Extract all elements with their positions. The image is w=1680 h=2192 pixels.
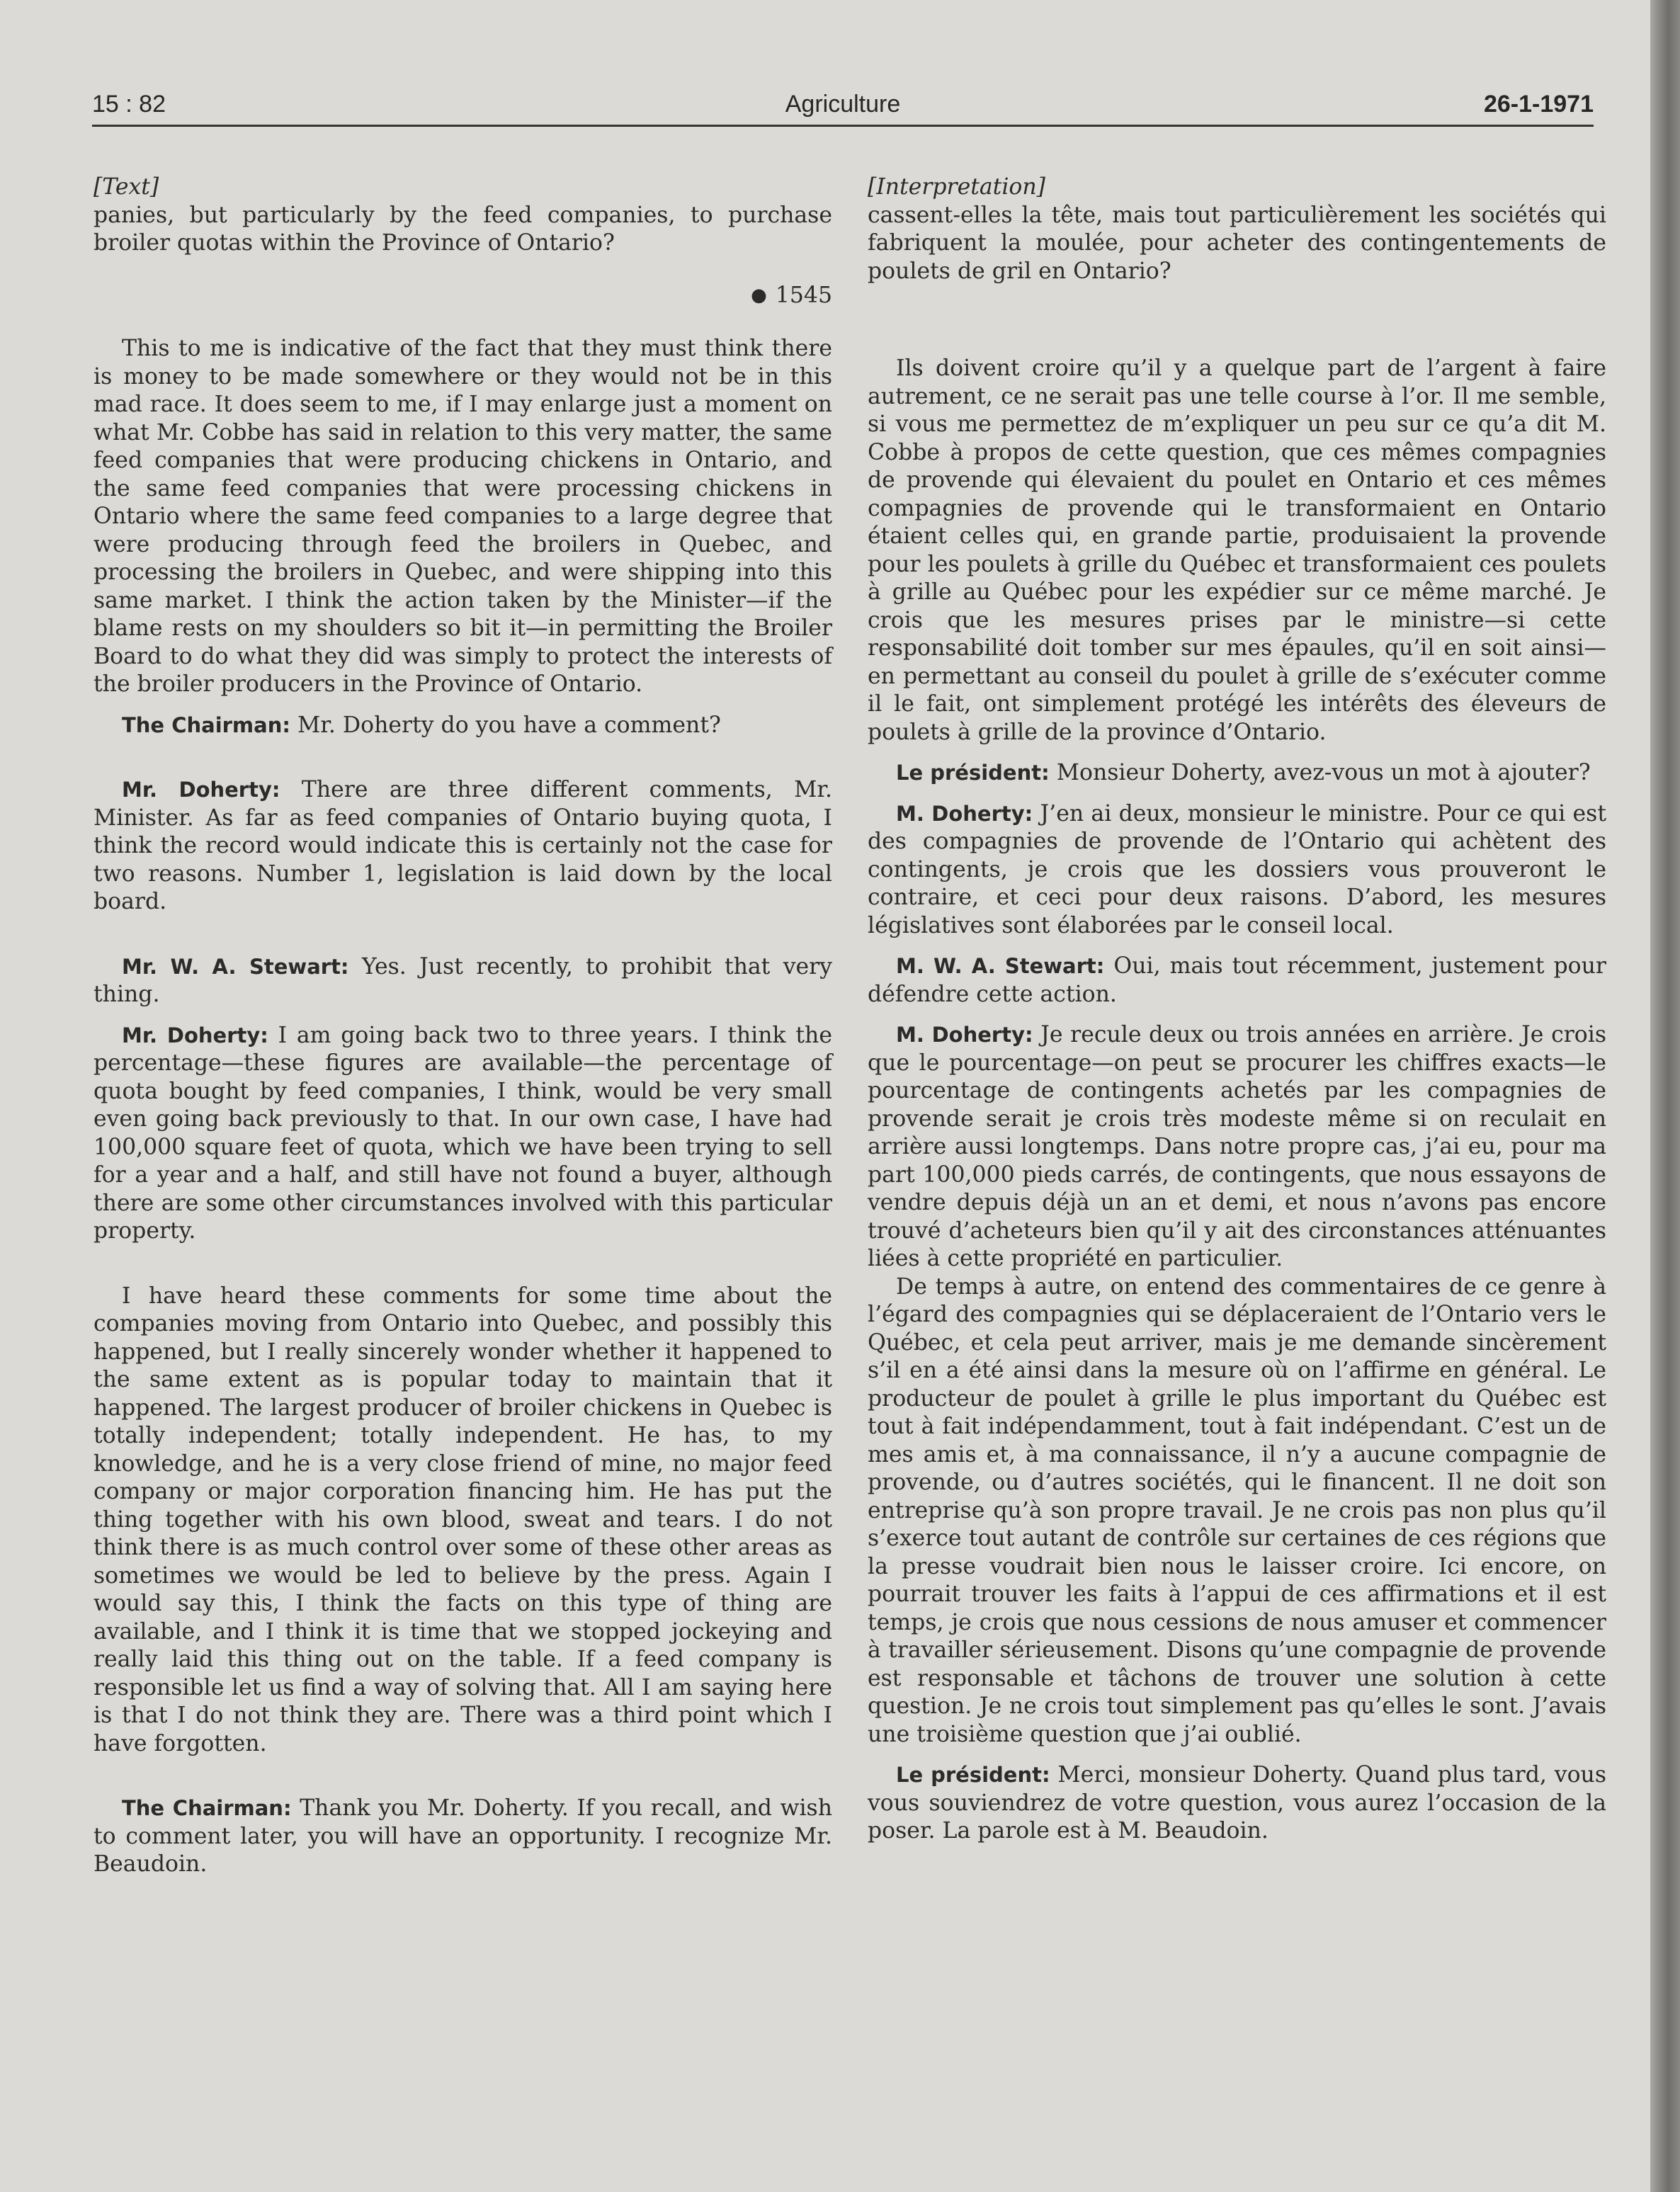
speech-text: Oui, mais tout récemment, justement pour défendre cette action. [868, 953, 1606, 1007]
speaker-paragraph [868, 759, 1606, 788]
speaker-paragraph [93, 776, 832, 916]
english-column [93, 174, 832, 1879]
speech-text: I am going back two to three years. I think the percentage—these figures are available—the percentage of quota bought by feed companies, I think, would be very small even going back previously to that. In our own case, I have had 100,000 square feet of quota, which we have been trying to sell for a year and a half, and still have not found a buyer, although there are some other circumstances involved with this particular property. [93, 1022, 832, 1244]
speaker-paragraph [868, 953, 1606, 1009]
speech-text: J’en ai deux, monsieur le ministre. Pour ce qui est des compagnies de provende de l’Ontario qui achètent des contingents, je crois que les dossiers vous prouveront le contraire, et ceci pour deux raisons. D’abord, les mesures législatives sont élaborées par le conseil local. [868, 800, 1606, 938]
paragraph: I have heard these comments for some time about the companies moving from Ontario into Quebec, and possibly this happened, but I really sincerely wonder whether it happened to the same extent as is popular today to maintain that it happened. The largest producer of broiler chickens in Quebec is totally independent; totally independent. He has, to my knowledge, and he is a very close friend of mine, no major feed company or major corporation financing him. He has put the thing together with his own blood, sweat and tears. I do not think there is as much control over some of these other areas as sometimes we would be led to believe by the press. Again I would say this, I think the facts on this type of thing are available, and I think it is time that we stopped jockeying and really laid this thing out on the table. If a feed company is responsible let us find a way of solving that. All I am saying here is that I do not think they are. There was a third point which I have forgotten. [93, 1283, 832, 1756]
speaker-name: M. W. A. Stewart: [896, 954, 1105, 978]
page-number: 15 : 82 [92, 91, 166, 118]
speech-text: Mr. Doherty do you have a comment? [290, 712, 721, 738]
paragraph: Ils doivent croire qu’il y a quelque part de l’argent à faire autrement, ce ne serait pas une telle course à l’or. Il me semble, si vous me permettez de m’expliquer un peu sur ce qu’a dit M. Cobbe à propos de cette question, que ces mêmes compagnies de provende qui élevaient du poulet en Ontario et ces mêmes compagnies de provende qui le transformaient en Ontario étaient celles qui, en grande partie, produisaient la provende pour les poulets à grille du Québec et transformaient ces poulets à grille au Québec pour les expédier sur ce même marché. Je crois que les mesures prises par le ministre—si cette responsabilité doit tomber sur mes épaules, qu’il en soit ainsi—en permettant au conseil du poulet à grille de s’exécuter comme il le fait, ont simplement protégé les intérêts des éleveurs de poulets à grille de la province d’Ontario. [868, 356, 1606, 745]
speech-text: Merci, monsieur Doherty. Quand plus tard, vous vous souviendrez de votre question, vous aurez l’occasion de la poser. La parole est à M. Beaudoin. [868, 1762, 1606, 1844]
speaker-name: The Chairman: [122, 1796, 292, 1820]
speaker-paragraph [93, 1795, 832, 1879]
speaker-paragraph [868, 800, 1606, 941]
header-date: 26-1-1971 [1483, 91, 1594, 118]
page-header [92, 91, 1594, 126]
speaker-paragraph [93, 1022, 832, 1246]
running-title: Agriculture [785, 91, 901, 118]
speaker-name: Mr. Doherty: [122, 778, 280, 802]
speaker-paragraph [93, 712, 832, 740]
speech-text: Thank you Mr. Doherty. If you recall, and wish to comment later, you will have an opportunity. I recognize Mr. Beaudoin. [93, 1795, 833, 1877]
header-rule [92, 125, 1594, 127]
speech-text: Monsieur Doherty, avez-vous un mot à ajouter? [1049, 760, 1591, 785]
speech-text: Je recule deux ou trois années en arrière. Je crois que le pourcentage—on peut se procurer les chiffres exacts—le pourcentage de contingents achetés par les compagnies de provende serait je crois très modeste même si on reculait en arrière aussi longtemps. Dans notre propre cas, j’ai eu, pour ma part 100,000 pieds carrés, de contingents, que nous essayons de vendre depuis déjà un an et demi, et nous n’avons pas encore trouvé d’acheteurs bien qu’il y ait des circonstances atténuantes liées à cette propriété en particulier. [868, 1022, 1606, 1271]
paragraph: De temps à autre, on entend des commentaires de ce genre à l’égard des compagnies qui se déplaceraient de l’Ontario vers le Québec, et cela peut arriver, mais je me demande sincèrement s’il en a été ainsi dans la mesure où on l’affirme en général. Le producteur de poulet à grille le plus important du Québec est tout à fait indépendamment, tout à fait indépendant. C’est un de mes amis et, à ma connaissance, il n’y a aucune compagnie de provende, ou d’autres sociétés, qui le financent. Il ne doit son entreprise qu’à son propre travail. Je ne crois pas non plus qu’il s’exerce tout autant de contrôle sur certaines de ces régions que la presse voudrait bien nous le laisser croire. Ici encore, on pourrait trouver les faits à l’appui de ces affirmations et il est temps, je crois que nous cessions de nous amuser et commencer à travailler sérieusement. Disons qu’une compagnie de provende est responsable et tâchons de trouver une solution à cette question. Je ne crois tout simplement pas qu’elles le sont. J’avais une troisième question que j’ai oublié. [868, 1273, 1606, 1747]
page-edge-shadow [1650, 0, 1680, 2192]
french-column [868, 174, 1606, 1846]
speaker-name: M. Doherty: [896, 801, 1033, 826]
speaker-name: Le président: [896, 761, 1050, 785]
speaker-name: Mr. W. A. Stewart: [122, 954, 349, 979]
paragraph: panies, but particularly by the feed companies, to purchase broiler quotas within the Province of Ontario? [93, 202, 832, 256]
bullet-icon: ● [751, 284, 767, 306]
time-marker [93, 282, 832, 310]
paragraph: cassent-elles la tête, mais tout particulièrement les sociétés qui fabriquent la moulée, pour acheter des contingentements de poulets de gril en Ontario? [868, 202, 1606, 284]
speaker-paragraph [868, 1761, 1606, 1846]
speech-text: Yes. Just recently, to prohibit that very thing. [93, 953, 832, 1007]
language-tag: [Text] [93, 174, 159, 200]
speaker-name: The Chairman: [122, 712, 290, 737]
speaker-name: Le président: [896, 1763, 1050, 1787]
speaker-name: Mr. Doherty: [122, 1023, 268, 1047]
speaker-paragraph [93, 953, 832, 1009]
speaker-paragraph [868, 1021, 1606, 1273]
speech-text: There are three different comments, Mr. Minister. As far as feed companies of Ontario buying quota, I think the record would indicate this is certainly not the case for two reasons. Number 1, legislation is laid down by the local board. [93, 777, 832, 914]
speaker-name: M. Doherty: [896, 1023, 1033, 1047]
marker-number: 1545 [775, 282, 832, 308]
language-tag: [Interpretation] [868, 174, 1045, 200]
paragraph: This to me is indicative of the fact that they must think there is money to be made somewhere or they would not be in this mad race. It does seem to me, if I may enlarge just a moment on what Mr. Cobbe has said in relation to this very matter, the same feed companies that were producing chickens in Ontario, and the same feed companies that were processing chickens in Ontario where the same feed companies to a large degree that were producing through feed the broilers in Quebec, and processing the broilers in Quebec, and were shipping into this same market. I think the action taken by the Minister—if the blame rests on my shoulders so bit it—in permitting the Broiler Board to do what they did was simply to protect the interests of the broiler producers in the Province of Ontario. [93, 336, 832, 697]
